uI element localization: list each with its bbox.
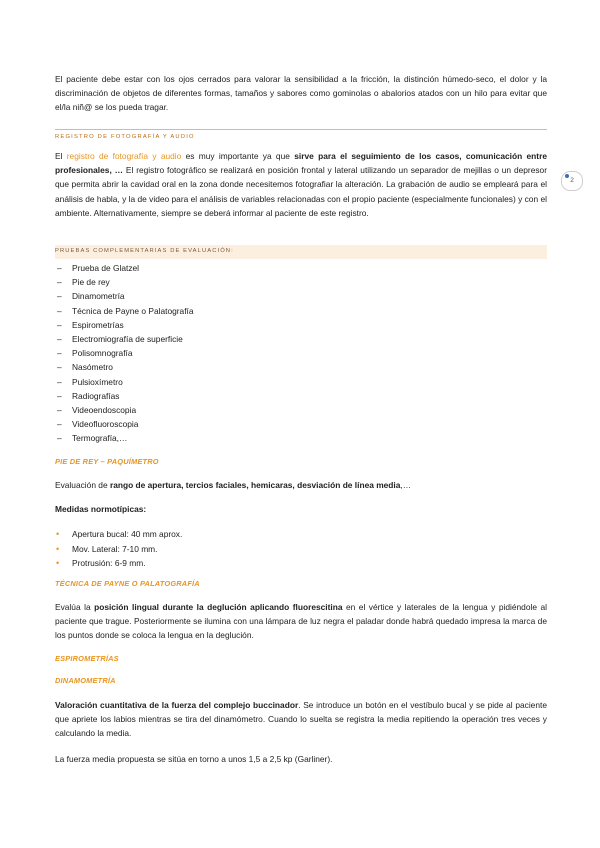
list-item-label: Termografía,… <box>72 433 128 444</box>
dash-bullet: – <box>57 348 62 359</box>
intro-paragraph <box>55 72 547 115</box>
list-item-label: Prueba de Glatzel <box>72 263 140 273</box>
payne-paragraph: Evalúa la posición lingual durante la deglución aplicando fluorescitina en el vértice y laterales de la lengua y pidiéndole al paciente que trague. Posteriormente se ilumina con una lámpara de luz negra el paladar donde habrá quedado impresa la marca de los puntos donde se coloca la lengua en la deglución. <box>55 602 548 641</box>
badge-dot-icon <box>565 174 569 178</box>
list-item-label: Polisomnografía <box>72 348 133 359</box>
pruebas-heading-band <box>55 245 547 259</box>
espirometrias-heading: ESPIROMETRÍAS <box>55 654 119 663</box>
intro-text: El paciente debe estar con los ojos cerrados para valorar la sensibilidad a la fricción, la distinción húmedo-seco, el dolor y la discriminación de objetos de diferentes formas, tamaños y sabores como gominolas o abalorios atados con un hilo para evitar que el/la niñ@ se los pueda tragar. <box>55 74 547 113</box>
list-item-label: Radiografías <box>72 390 120 401</box>
list-item <box>55 275 194 289</box>
dash-bullet: – <box>57 277 62 288</box>
list-item-label: Apertura bucal: 40 mm aprox. <box>72 529 183 539</box>
dash-bullet: – <box>57 390 62 401</box>
bullet-dot-icon: • <box>56 529 60 539</box>
dinamometria-paragraph: Valoración cuantitativa de la fuerza del complejo buccinador. Se introduce un botón en el vestíbulo bucal y se pide al paciente que apriete los labios mientras se tira del dinamómetro. Cuando lo suelta se registra la media repitiendo la operación tres veces y calculando la media. <box>55 700 547 739</box>
pie-de-rey-heading: PIE DE REY – PAQUÍMETRO <box>55 457 159 466</box>
dash-bullet: – <box>57 263 62 273</box>
dash-bullet: – <box>57 376 62 387</box>
dash-bullet: – <box>57 291 62 302</box>
payne-heading: TÉCNICA DE PAYNE O PALATOGRAFÍA <box>55 579 200 588</box>
list-item <box>55 431 194 445</box>
list-item <box>55 304 194 318</box>
registro-heading: REGISTRO DE FOTOGRAFÍA Y AUDIO <box>55 134 195 140</box>
list-item-label: Mov. Lateral: 7-10 mm. <box>72 543 158 554</box>
list-item-label: Protrusión: 6-9 mm. <box>72 558 146 569</box>
registro-paragraph: El registro de fotografía y audio es muy importante ya que sirve para el seguimiento de los casos, comunicación entre profesionales, … El registro fotográfico se realizará en posición frontal y lateral utilizando un separador de mejillas o un depresor que permita abrir la cavidad oral en la zona donde necesitemos fotografiar la alteración. La grabación de audio se empleará para el análisis de habla, y la de video para el análisis de variables relacionadas con el propio paciente (especialmente funcionales) y con el ambiente. Alternativamente, siempre se deberá informar al paciente de este registro. <box>55 151 548 218</box>
dash-bullet: – <box>57 305 62 316</box>
list-item <box>55 332 194 346</box>
section-divider <box>55 129 547 130</box>
bullet-dot-icon: • <box>56 558 60 569</box>
dash-bullet: – <box>57 362 62 373</box>
list-item <box>55 289 194 303</box>
list-item <box>55 542 182 557</box>
dinamometria-paragraph-2: La fuerza media propuesta se sitúa en torno a unos 1,5 a 2,5 kp (Garliner). <box>55 754 333 764</box>
dash-bullet: – <box>57 433 62 444</box>
list-item <box>55 375 194 389</box>
list-item-label: Dinamometría <box>72 291 125 302</box>
dash-bullet: – <box>57 405 62 416</box>
list-item <box>55 318 194 332</box>
dash-bullet: – <box>57 319 62 330</box>
list-item <box>55 346 194 360</box>
list-item <box>55 417 194 431</box>
list-item-label: Espirometrías <box>72 319 124 330</box>
list-item-label: Videofluoroscopia <box>72 419 139 430</box>
list-item-label: Pie de rey <box>72 277 110 288</box>
list-item <box>55 389 194 403</box>
bullet-dot-icon: • <box>56 543 60 554</box>
pie-de-rey-paragraph: Evaluación de rango de apertura, tercios faciales, hemicaras, desviación de línea media,… <box>55 480 412 490</box>
medidas-list <box>55 527 182 571</box>
list-item-label: Nasómetro <box>72 362 113 373</box>
list-item-label: Técnica de Payne o Palatografía <box>72 305 194 316</box>
medidas-title: Medidas normotípicas: <box>55 504 147 514</box>
list-item-label: Pulsioxímetro <box>72 376 123 387</box>
dash-bullet: – <box>57 419 62 430</box>
list-item <box>55 360 194 374</box>
page-number-badge: 2 <box>561 171 583 191</box>
dinamometria-heading: DINAMOMETRÍA <box>55 676 116 685</box>
dash-bullet: – <box>57 334 62 345</box>
list-item <box>55 556 182 571</box>
pruebas-heading: PRUEBAS COMPLEMENTARIAS DE EVALUACIÓN: <box>55 248 234 254</box>
registro-highlight: registro de fotografía y audio <box>66 151 182 161</box>
list-item-label: Electromiografía de superficie <box>72 334 183 345</box>
list-item <box>55 403 194 417</box>
list-item-label: Videoendoscopia <box>72 405 137 416</box>
list-item <box>55 261 194 275</box>
list-item <box>55 527 182 542</box>
pruebas-list <box>55 261 194 446</box>
